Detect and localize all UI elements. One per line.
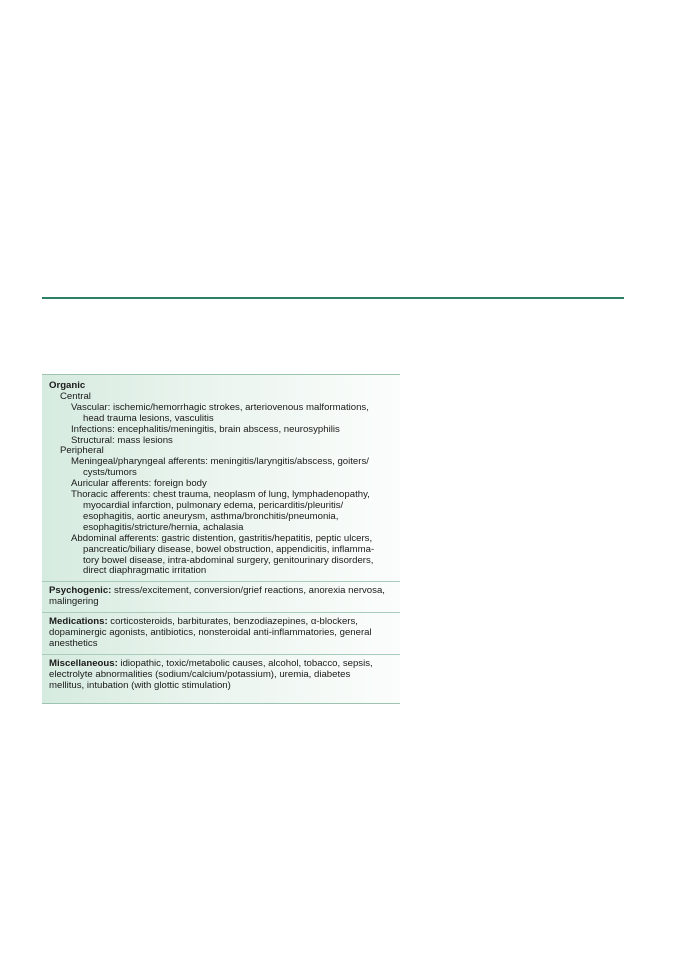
psychogenic-text: stress/excitement, conversion/grief reactions, anorexia nervosa, (111, 585, 385, 597)
miscellaneous-text: idiopathic, toxic/metabolic causes, alcohol, tobacco, sepsis, (117, 657, 373, 669)
psychogenic-heading: Psychogenic: (49, 585, 112, 597)
causes-table (42, 374, 400, 704)
row-divider (42, 612, 400, 613)
medications-text-cont: anesthetics (49, 637, 98, 649)
thoracic-line-cont: myocardial infarction, pulmonary edema, pericarditis/pleuritis/ (83, 499, 344, 511)
row-divider (42, 581, 400, 582)
row-divider (42, 654, 400, 655)
medications-text-cont: dopaminergic agonists, antibiotics, nonsteroidal anti-inflammatories, general (49, 627, 372, 639)
miscellaneous-text-cont: mellitus, intubation (with glottic stimulation) (49, 679, 231, 691)
medications-text: corticosteroids, barbiturates, benzodiazepines, α-blockers, (107, 616, 358, 628)
structural-line: Structural: mass lesions (71, 434, 173, 446)
psychogenic-row (49, 586, 392, 597)
thoracic-line: Thoracic afferents: chest trauma, neoplasm of lung, lymphadenopathy, (71, 489, 370, 501)
section-divider (42, 297, 624, 299)
central-label: Central (60, 390, 91, 402)
organic-heading: Organic (49, 380, 86, 391)
miscellaneous-text-cont: electrolyte abnormalities (sodium/calcium/potassium), uremia, diabetes (49, 668, 351, 680)
miscellaneous-heading: Miscellaneous: (49, 657, 118, 669)
meningeal-line-cont: cysts/tumors (83, 467, 137, 479)
psychogenic-text-cont: malingering (49, 596, 99, 608)
abdominal-line-cont: pancreatic/biliary disease, bowel obstruction, appendicitis, inflamma- (83, 543, 375, 555)
meningeal-line: Meningeal/pharyngeal afferents: meningitis/laryngitis/abscess, goiters/ (71, 456, 369, 468)
medications-heading: Medications: (49, 616, 108, 628)
vascular-line: Vascular: ischemic/hemorrhagic strokes, arteriovenous malformations, (71, 401, 369, 413)
abdominal-line-cont: tory bowel disease, intra-abdominal surgery, genitourinary disorders, (83, 554, 374, 566)
thoracic-line-cont: esophagitis, aortic aneurysm, asthma/bronchitis/pneumonia, (83, 510, 339, 522)
abdominal-line-cont: direct diaphragmatic irritation (83, 565, 207, 577)
abdominal-line: Abdominal afferents: gastric distention, gastritis/hepatitis, peptic ulcers, (71, 532, 373, 544)
auricular-line: Auricular afferents: foreign body (71, 478, 207, 490)
peripheral-label: Peripheral (60, 445, 104, 457)
thoracic-line-cont: esophagitis/stricture/hernia, achalasia (83, 521, 244, 533)
vascular-line-cont: head trauma lesions, vasculitis (83, 412, 214, 424)
infections-line: Infections: encephalitis/meningitis, brain abscess, neurosyphilis (71, 423, 340, 435)
